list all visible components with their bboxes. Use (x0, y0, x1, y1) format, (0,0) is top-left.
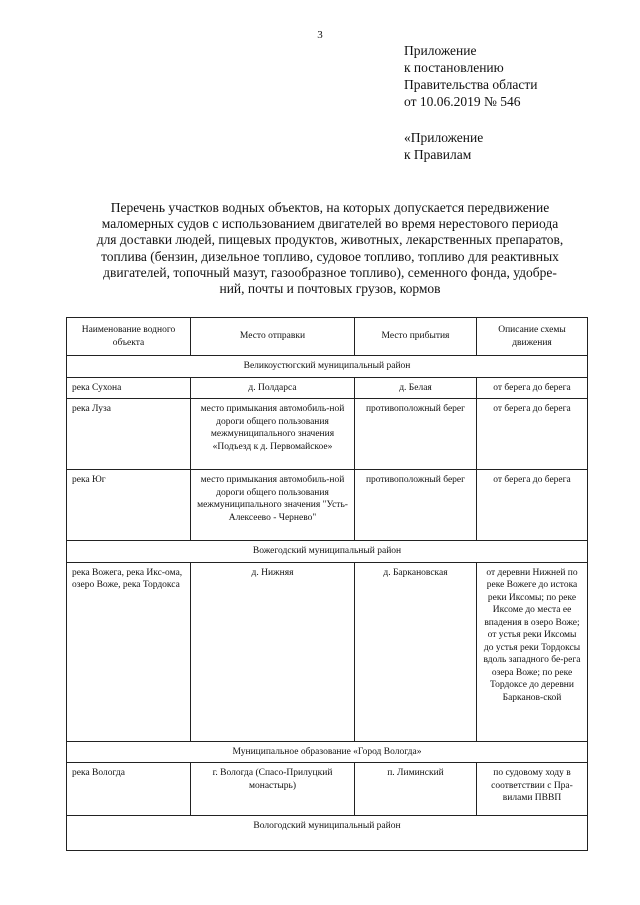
cell-scheme: от деревни Нижней по реке Вожеге до истока реки Иксомы; по реке Иксоме до места ее впадения в озеро Воже; от устья реки Иксомы до устья реки Тордоксы вдоль западного бе-рега озера Воже; по реке Тордоксе до деревни Барканов-ской (477, 562, 588, 741)
title-line: ний, почты и почтовых грузов, кормов (219, 281, 441, 297)
cell-arrival: противоположный берег (355, 470, 477, 541)
cell-scheme: от берега до берега (477, 377, 588, 399)
title-line: для доставки людей, пищевых продуктов, животных, лекарственных препаратов, (96, 232, 564, 248)
title-line: маломерных судов с использованием двигателей во время нерестового периода (101, 216, 559, 232)
approval-line: Приложение (404, 43, 477, 58)
table-row (67, 562, 588, 741)
cell-departure: место примыкания автомобиль-ной дороги общего пользования межмуниципального значения "Усть-Алексеево - Чернево" (191, 470, 355, 541)
title-line: Перечень участков водных объектов, на которых допускается передвижение (110, 200, 550, 215)
table-row (67, 470, 588, 541)
cell-water-body: река Вологда (67, 763, 191, 816)
cell-departure: место примыкания автомобиль-ной дороги общего пользования межмуниципального значения «Подъезд к д. Первомайское» (191, 399, 355, 470)
page-number: 3 (317, 29, 323, 41)
table-row (67, 377, 588, 399)
cell-departure: г. Вологда (Спасо-Прилуцкий монастырь) (191, 763, 355, 816)
cell-departure: д. Нижняя (191, 562, 355, 741)
title-line: двигателей, топочный мазут, газообразное топливо), семенного фонда, удобре- (103, 264, 557, 280)
cell-arrival: противоположный берег (355, 399, 477, 470)
header-water-body: Наименование водного объекта (67, 318, 191, 356)
section-row (67, 541, 588, 563)
cell-arrival: д. Баркановская (355, 562, 477, 741)
cell-scheme: от берега до берега (477, 470, 588, 541)
section-title: Вологодский муниципальный район (67, 816, 588, 851)
cell-arrival: д. Белая (355, 377, 477, 399)
table-row (67, 399, 588, 470)
header-departure: Место отправки (191, 318, 355, 356)
section-title: Великоустюгский муниципальный район (67, 356, 588, 378)
cell-arrival: п. Лиминский (355, 763, 477, 816)
section-title: Вожегодский муниципальный район (67, 541, 588, 563)
appendix-line: к Правилам (404, 147, 472, 162)
routes-table (66, 317, 588, 851)
appendix-line: «Приложение (404, 130, 484, 145)
approval-line: к постановлению (404, 60, 504, 75)
section-row (67, 741, 588, 763)
section-row (67, 816, 588, 851)
approval-line: от 10.06.2019 № 546 (404, 94, 521, 109)
cell-water-body: река Вожега, река Икс-ома, озеро Воже, река Тордокса (67, 562, 191, 741)
section-title: Муниципальное образование «Город Вологда» (67, 741, 588, 763)
cell-scheme: по судовому ходу в соответствии с Пра-вилами ПВВП (477, 763, 588, 816)
approval-line: Правительства области (404, 77, 538, 92)
table-row (67, 763, 588, 816)
table-header-row (67, 318, 588, 356)
header-arrival: Место прибытия (355, 318, 477, 356)
cell-water-body: река Луза (67, 399, 191, 470)
section-row (67, 356, 588, 378)
approval-stamp (404, 42, 537, 110)
cell-water-body: река Сухона (67, 377, 191, 399)
document-title (60, 200, 600, 297)
title-line: топлива (бензин, дизельное топливо, судовое топливо, топливо для реактивных (101, 248, 559, 264)
header-scheme: Описание схемы движения (477, 318, 588, 356)
cell-scheme: от берега до берега (477, 399, 588, 470)
cell-water-body: река Юг (67, 470, 191, 541)
appendix-label (404, 129, 483, 163)
cell-departure: д. Полдарса (191, 377, 355, 399)
